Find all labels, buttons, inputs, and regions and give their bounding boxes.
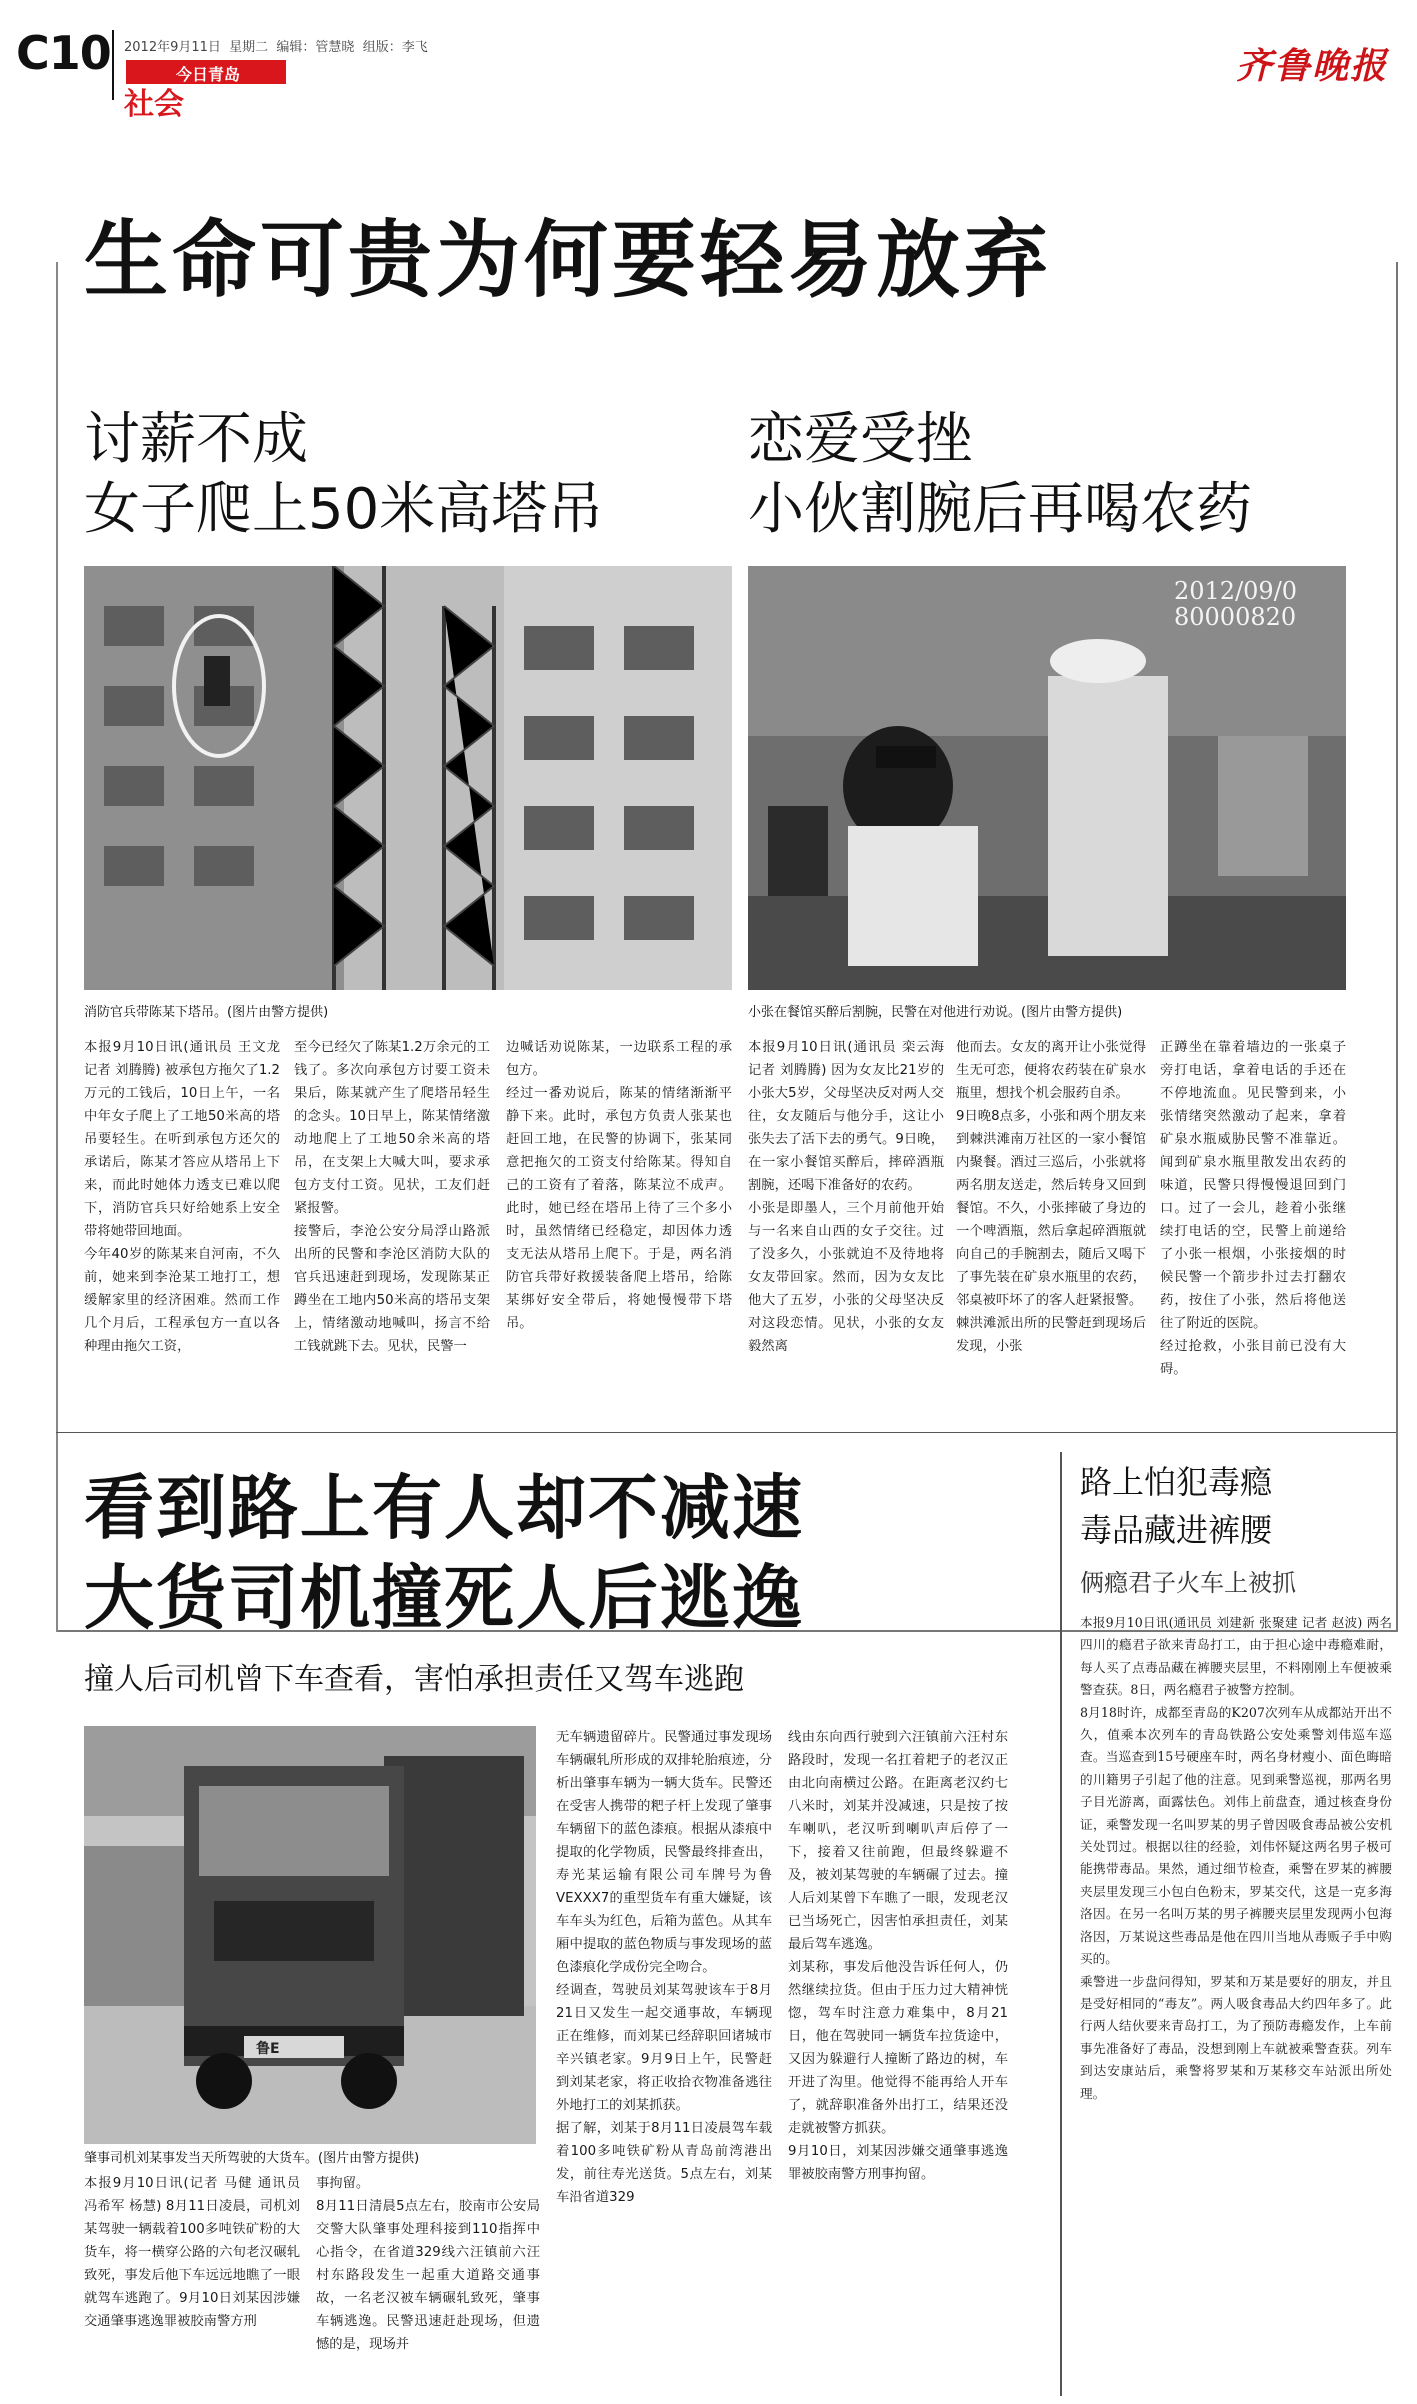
page-number: C10 [16,26,111,80]
story1-column-1: 本报9月10日讯(通讯员 王文龙 记者 刘腾腾) 被承包方拖欠了1.2万元的工钱后，10日上午，一名中年女子爬上了工地50米高的塔吊要轻生。在听到承包方还欠的承诺后，陈某才答应从塔吊上下来，而此时她体力透支已难以爬下，消防官兵只好给她系上安全带将她带回地面。 今年40岁的陈某来自河南，不久前，她来到李沧某工地打工，想缓解家里的经济困难。然而工作几个月后，工程承包方一直以各种理由拖欠工资， [84,1040,280,1354]
masthead-logo: 齐鲁晚报 [1236,45,1389,87]
story3-subhead: 撞人后司机曾下车查看，害怕承担责任又驾车逃跑 [84,1662,744,1697]
frame-corner-left [56,262,80,1632]
header-divider [112,30,114,100]
story4-subtitle: 俩瘾君子火车上被抓 [1080,1569,1296,1597]
story1-caption: 消防官兵带陈某下塔吊。(图片由警方提供) [84,1005,329,1020]
story3-column-1a: 本报9月10日讯(记者 马健 通讯员 冯希军 杨慧) 8月11日凌晨，司机刘某驾驶一辆载着100多吨铁矿粉的大货车，将一横穿公路的六旬老汉碾轧致死，事发后他下车远远地瞧了一眼就驾车逃跑了。9月10日刘某因涉嫌交通肇事逃逸罪被胶南警方刑 [84,2176,300,2329]
story3-column-3: 线由东向西行驶到六汪镇前六汪村东路段时，发现一名扛着耙子的老汉正由北向南横过公路。在距离老汉约七八米时，刘某并没减速，只是按了按车喇叭，老汉听到喇叭声后停了一下，接着又往前跑，但最终躲避不及，被刘某驾驶的车辆碾了过去。撞人后刘某曾下车瞧了一眼，发现老汉已当场死亡，因害怕承担责任，刘某最后驾车逃逸。 刘某称，事发后他没告诉任何人，仍然继续拉货。但由于压力过大精神恍惚，驾车时注意力难集中，8月21日，他在驾驶同一辆货车拉货途中，又因为躲避行人撞断了路边的树，车开进了沟里。他觉得不能再给人开车了，就辞职准备外出打工，结果还没走就被警方抓获。 9月10日，刘某因涉嫌交通肇事逃逸罪被胶南警方刑事拘留。 [788,1730,1008,2182]
story2-column-2: 他而去。女友的离开让小张觉得生无可恋，便将农药装在矿泉水瓶里，想找个机会服药自杀。 9日晚8点多，小张和两个朋友来到棘洪滩南万社区的一家小餐馆内聚餐。酒过三巡后，小张就将两名朋友送走，然后转身又回到餐馆。不久，小张摔破了身边的一个啤酒瓶，然后拿起碎酒瓶就向自己的手腕割去，随后又喝下了事先装在矿泉水瓶里的农药，邻桌被吓坏了的客人赶紧报警。 棘洪滩派出所的民警赶到现场后发现，小张 [956,1040,1146,1354]
crane-building-photo [84,566,732,990]
story1-title-line1: 讨薪不成 [84,407,308,472]
story3-caption: 肇事司机刘某事发当天所驾驶的大货车。(图片由警方提供) [84,2151,420,2166]
issue-info: 2012年9月11日 星期二 编辑：管慧晓 组版：李飞 [124,40,428,55]
edition-tag [126,60,286,84]
page-header [0,0,1417,122]
story2-caption: 小张在餐馆买醉后割腕，民警在对他进行劝说。(图片由警方提供) [748,1005,1123,1020]
story3-headline-line1: 看到路上有人却不减速 [84,1467,804,1549]
story4-body: 本报9月10日讯(通讯员 刘建新 张聚建 记者 赵波) 两名四川的瘾君子欲来青岛打工，由于担心途中毒瘾难耐，每人买了点毒品藏在裤腰夹层里，不料刚刚上车便被乘警查获。8日，两名瘾君子被警方控制。 8月18时许，成都至青岛的K207次列车从成都站开出不久，值乘本次列车的青岛铁路公安处乘警刘伟巡车巡查。当巡查到15号硬座车时，两名身材瘦小、面色晦暗的川籍男子引起了他的注意。见到乘警巡视，那两名男子目光游离，面露怯色。刘伟上前盘查，通过核查身份证，乘警发现一名叫罗某的男子曾因吸食毒品被公安机关处罚过。根据以往的经验，刘伟怀疑这两名男子极可能携带毒品。果然，通过细节检查，乘警在罗某的裤腰夹层里发现三小包白色粉末，罗某交代，这是一克多海洛因。在另一名叫万某的男子裤腰夹层里发现两小包海洛因，万某说这些毒品是他在四川当地从毒贩子手中购买的。 乘警进一步盘问得知，罗某和万某是要好的朋友，并且是受好相同的“毒友”。两人吸食毒品大约四年多了。此行两人结伙要来青岛打工，为了预防毒瘾发作，上车前事先准备好了毒品，没想到刚上车就被乘警查获。列车到达安康站后，乘警将罗某和万某移交车站派出所处理。 [1080,1615,1392,2101]
story2-photo [748,566,1346,990]
story1-photo [84,566,732,990]
license-plate: 鲁E [256,2041,280,2057]
story1-column-3: 边喊话劝说陈某，一边联系工程的承包方。 经过一番劝说后，陈某的情绪渐渐平静下来。此时，承包方负责人张某也赶回工地，在民警的协调下，张某同意把拖欠的工资支付给陈某。得知自己的工资有了着落，陈某泣不成声。此时，她已经在塔吊上待了三个多小时，虽然情绪已经稳定，却因体力透支无法从塔吊上爬下。于是，两名消防官兵带好救援装备爬上塔吊，给陈某绑好安全带后，将她慢慢带下塔吊。 [506,1040,732,1331]
story2-title-line1: 恋爱受挫 [748,407,972,472]
story3-column-1b: 事拘留。 8月11日清晨5点左右，胶南市公安局交警大队肇事处理科接到110指挥中心指令，在省道329线六汪镇前六汪村东路段发生一起重大道路交通事故，一名老汉被车辆碾轧致死，肇事车辆逃逸。民警迅速赶赴现场，但遗憾的是，现场并 [316,2176,540,2352]
truck-photo [84,1726,536,2144]
photo-timestamp: 2012/09/0 80000820 [1174,577,1298,631]
story4-title-line2: 毒品藏进裤腰 [1080,1511,1273,1549]
story3-photo [84,1726,536,2144]
section-title: 社会 [124,87,184,122]
story1-title-line2: 女子爬上50米高塔吊 [84,477,604,542]
section-divider [56,1432,1396,1433]
story3-column-2: 无车辆遗留碎片。民警通过事发现场车辆碾轧所形成的双排轮胎痕迹，分析出肇事车辆为一辆大货车。民警还在受害人携带的粑子杆上发现了肇事车辆留下的蓝色漆痕。根据从漆痕中提取的化学物质，民警最终排查出，寿光某运输有限公司车牌号为鲁VEXXX7的重型货车有重大嫌疑，该车车头为红色，后箱为蓝色。从其车厢中提取的蓝色物质与事发现场的蓝色漆痕化学成份完全吻合。 经调查，驾驶员刘某驾驶该车于8月21日又发生一起交通事故，车辆现正在维修，而刘某已经辞职回诸城市辛兴镇老家。9月9日上午，民警赶到刘某老家，将正收拾衣物准备逃往外地打工的刘某抓获。 据了解，刘某于8月11日凌晨驾车载着100多吨铁矿粉从青岛前湾港出发，前往寿光送货。5点左右，刘某车沿省道329 [556,1730,772,2205]
story2-column-3: 正蹲坐在靠着墙边的一张桌子旁打电话，拿着电话的手还在不停地流血。见民警到来，小张情绪突然激动了起来，拿着矿泉水瓶威胁民警不准靠近。闻到矿泉水瓶里散发出农药的味道，民警只得慢慢退回到门口。过了一会儿，趁着小张继续打电话的空，民警上前递给了小张一根烟，小张接烟的时候民警一个箭步扑过去打翻农药，按住了小张，然后将他送往了附近的医院。 经过抢救，小张目前已没有大碍。 [1160,1040,1346,1377]
story2-column-1: 本报9月10日讯(通讯员 栾云海 记者 刘腾腾) 因为女友比21岁的小张大5岁，父母坚决反对两人交往，女友随后与他分手，这让小张失去了活下去的勇气。9日晚，在一家小餐馆买醉后，摔碎酒瓶割腕，还喝下准备好的农药。 小张是即墨人，三个月前他开始与一名来自山西的女子交往。过了没多久，小张就迫不及待地将女友带回家。然而，因为女友比他大了五岁，小张的父母坚决反对这段恋情。见状，小张的女友毅然离 [748,1040,944,1354]
main-headline: 生命可贵为何要轻易放弃 [84,211,1053,309]
edition-tag-label: 今日青岛 [176,65,241,84]
story2-title-line2: 小伙割腕后再喝农药 [748,477,1252,542]
story1-column-2: 至今已经欠了陈某1.2万余元的工钱了。多次向承包方讨要工资未果后，陈某就产生了爬塔吊轻生的念头。10日早上，陈某情绪激动地爬上了工地50余米高的塔吊，在支架上大喊大叫，要求承包方支付工资。见状，工友们赶紧报警。 接警后，李沧公安分局浮山路派出所的民警和李沧区消防大队的官兵迅速赶到现场，发现陈某正蹲坐在工地内50米高的塔吊支架上，情绪激动地喊叫，扬言不给工钱就跳下去。见状，民警一 [294,1040,490,1354]
story3-headline-line2: 大货司机撞死人后逃逸 [84,1557,804,1639]
story4-title-line1: 路上怕犯毒瘾 [1080,1463,1273,1501]
